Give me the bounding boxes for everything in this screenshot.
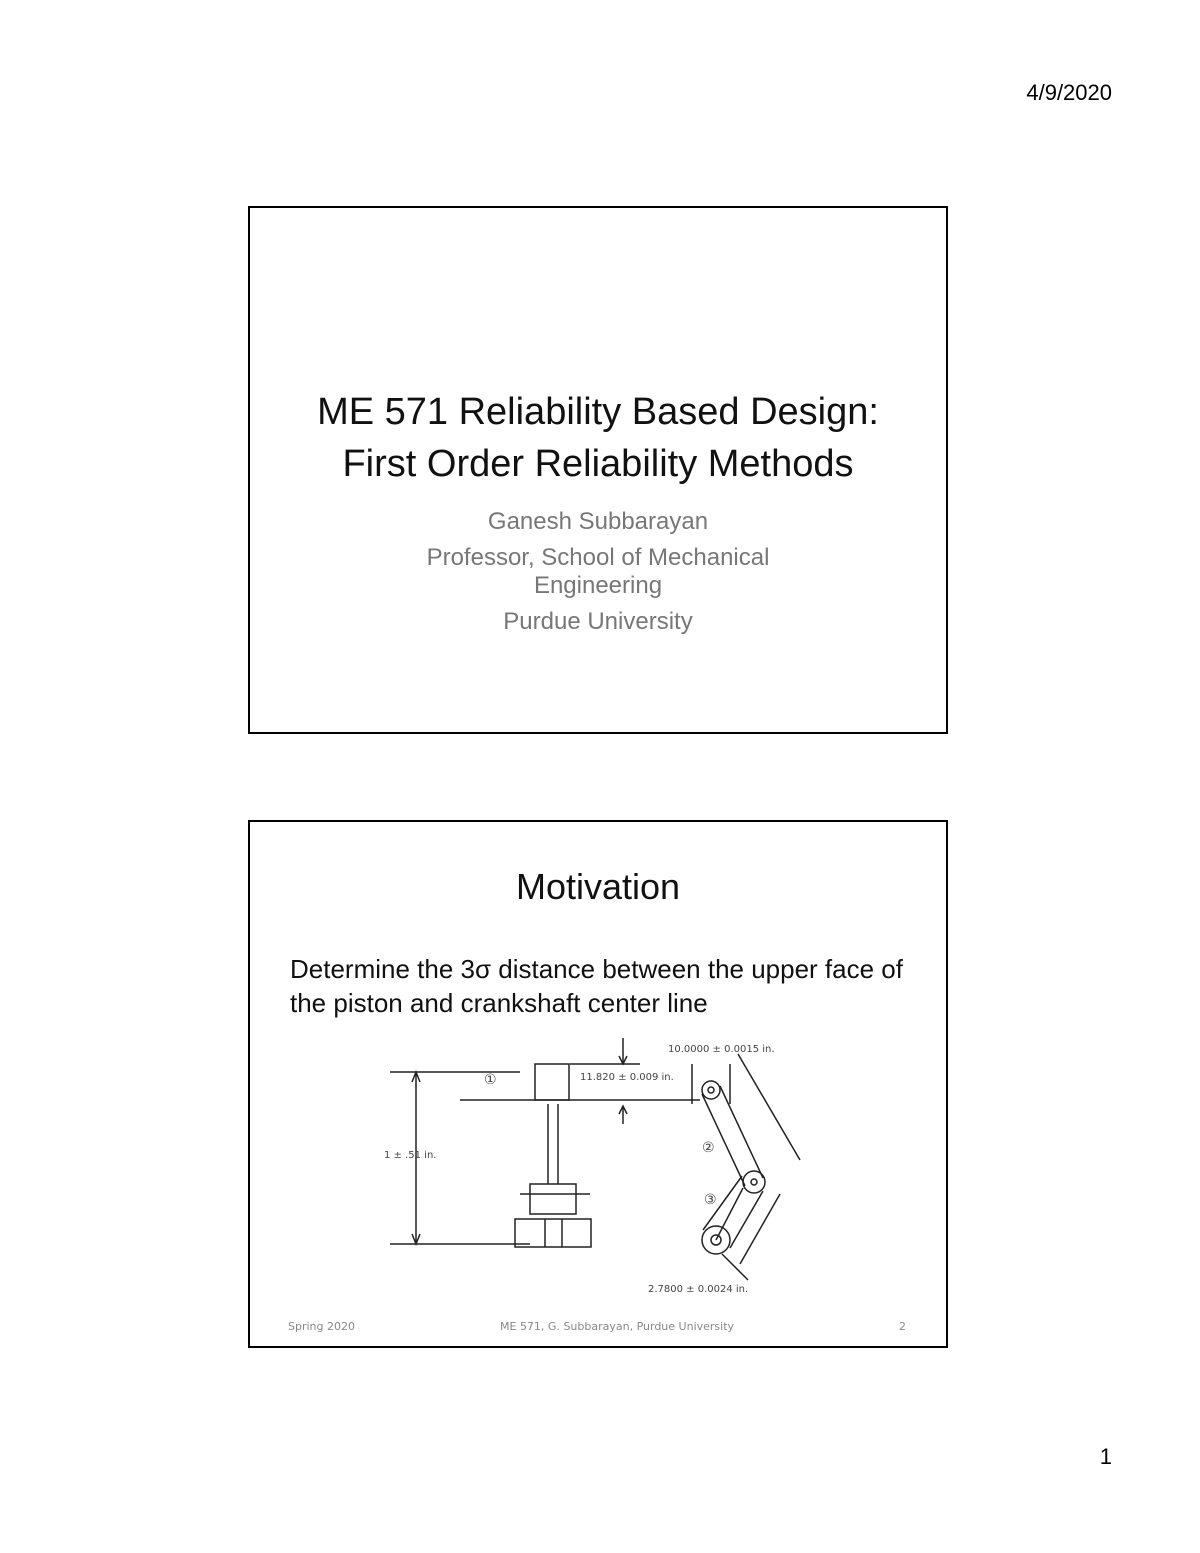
page-number: 1 [1099,1444,1112,1469]
label-part-1: ① [484,1072,497,1088]
slide-heading: Motivation [515,866,681,907]
university-name: Purdue University [503,608,693,635]
dim-piston-label: 11.820 ± 0.009 in. [580,1072,674,1083]
slide-subtitle [250,508,946,636]
footer-slide-number: 2 [899,1320,906,1333]
slide-body-text: Determine the 3σ distance between the upper face of the piston and crankshaft center line [290,954,903,1018]
label-part-3: ③ [704,1192,717,1208]
label-part-2: ② [702,1140,715,1156]
slide-title [248,206,948,734]
slide-motivation [248,820,948,1348]
piston-crankshaft-diagram [380,1034,820,1294]
footer-course: ME 571, G. Subbarayan, Purdue University [500,1320,735,1333]
author-name: Ganesh Subbarayan [487,508,709,535]
page-date: 4/9/2020 [1026,80,1112,105]
author-position: Professor, School of Mechanical Engineering [426,544,770,599]
slide-title-heading [250,386,946,490]
dim-top-label: 10.0000 ± 0.0015 in. [668,1044,775,1055]
dim-left-label: 1 ± .51 in. [384,1150,437,1161]
title-line-1: ME 571 Reliability Based Design: [317,391,879,433]
dim-bottom-label: 2.7800 ± 0.0024 in. [648,1284,749,1294]
footer-term: Spring 2020 [288,1320,355,1333]
title-line-2: First Order Reliability Methods [342,443,854,485]
